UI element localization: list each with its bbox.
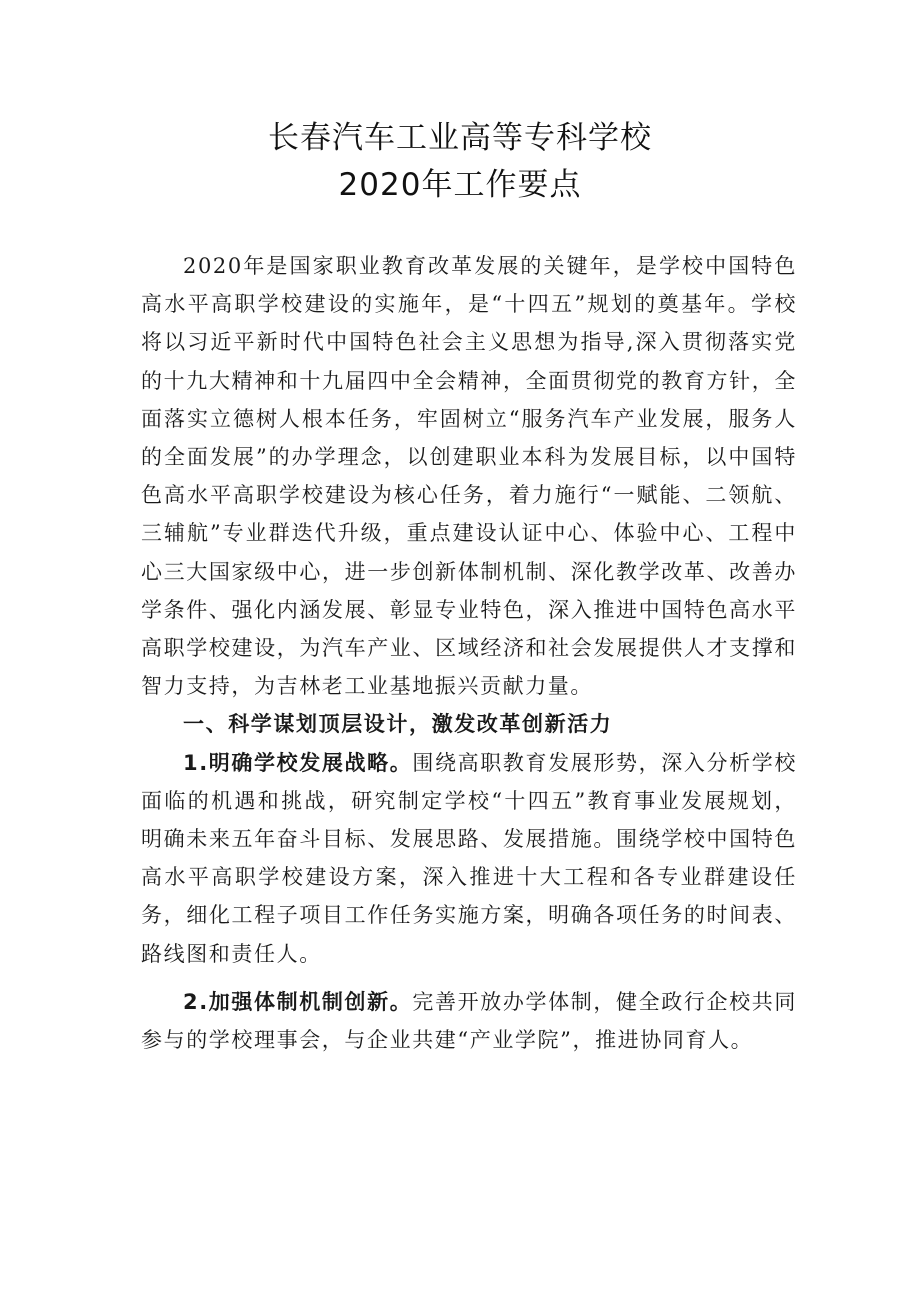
item-lead-1: 1.明确学校发展战略。: [183, 750, 413, 775]
section-heading: 一、科学谋划顶层设计，激发改革创新活力: [183, 712, 613, 737]
item-paragraph-2: [141, 983, 797, 1059]
intro-paragraph: 2020年是国家职业教育改革发展的关键年，是学校中国特色高水平高职学校建设的实施年，是“十四五”规划的奠基年。学校将以习近平新时代中国特色社会主义思想为指导,深入贯彻落实党的十九大精神和十九届四中全会精神，全面贯彻党的教育方针，全面落实立德树人根本任务，牢固树立“服务汽车产业发展，服务人的全面发展”的办学理念，以创建职业本科为发展目标，以中国特色高水平高职学校建设为核心任务，着力施行“一赋能、二领航、三辅航”专业群迭代升级，重点建设认证中心、体验中心、工程中心三大国家级中心，进一步创新体制机制、深化教学改革、改善办学条件、强化内涵发展、彰显专业特色，深入推进中国特色高水平高职学校建设，为汽车产业、区域经济和社会发展提供人才支撑和智力支持，为吉林老工业基地振兴贡献力量。: [141, 254, 797, 699]
paragraph-spacer: [141, 973, 797, 983]
document-title: 长春汽车工业高等专科学校: [268, 120, 652, 156]
item-text-2: 完善开放办学体制，健全政行企校共同参与的学校理事会，与企业共建“产业学院”，推进协同育人。: [141, 989, 797, 1053]
document-subtitle: 2020年工作要点: [338, 167, 582, 203]
document-body: [141, 247, 797, 1059]
item-text-1: 围绕高职教育发展形势，深入分析学校面临的机遇和挑战，研究制定学校“十四五”教育事业发展规划，明确未来五年奋斗目标、发展思路、发展措施。围绕学校中国特色高水平高职学校建设方案，深入推进十大工程和各专业群建设任务，细化工程子项目工作任务实施方案，明确各项任务的时间表、路线图和责任人。: [141, 750, 797, 966]
item-paragraph-1: [141, 744, 797, 973]
item-lead-2: 2.加强体制机制创新。: [183, 989, 413, 1014]
